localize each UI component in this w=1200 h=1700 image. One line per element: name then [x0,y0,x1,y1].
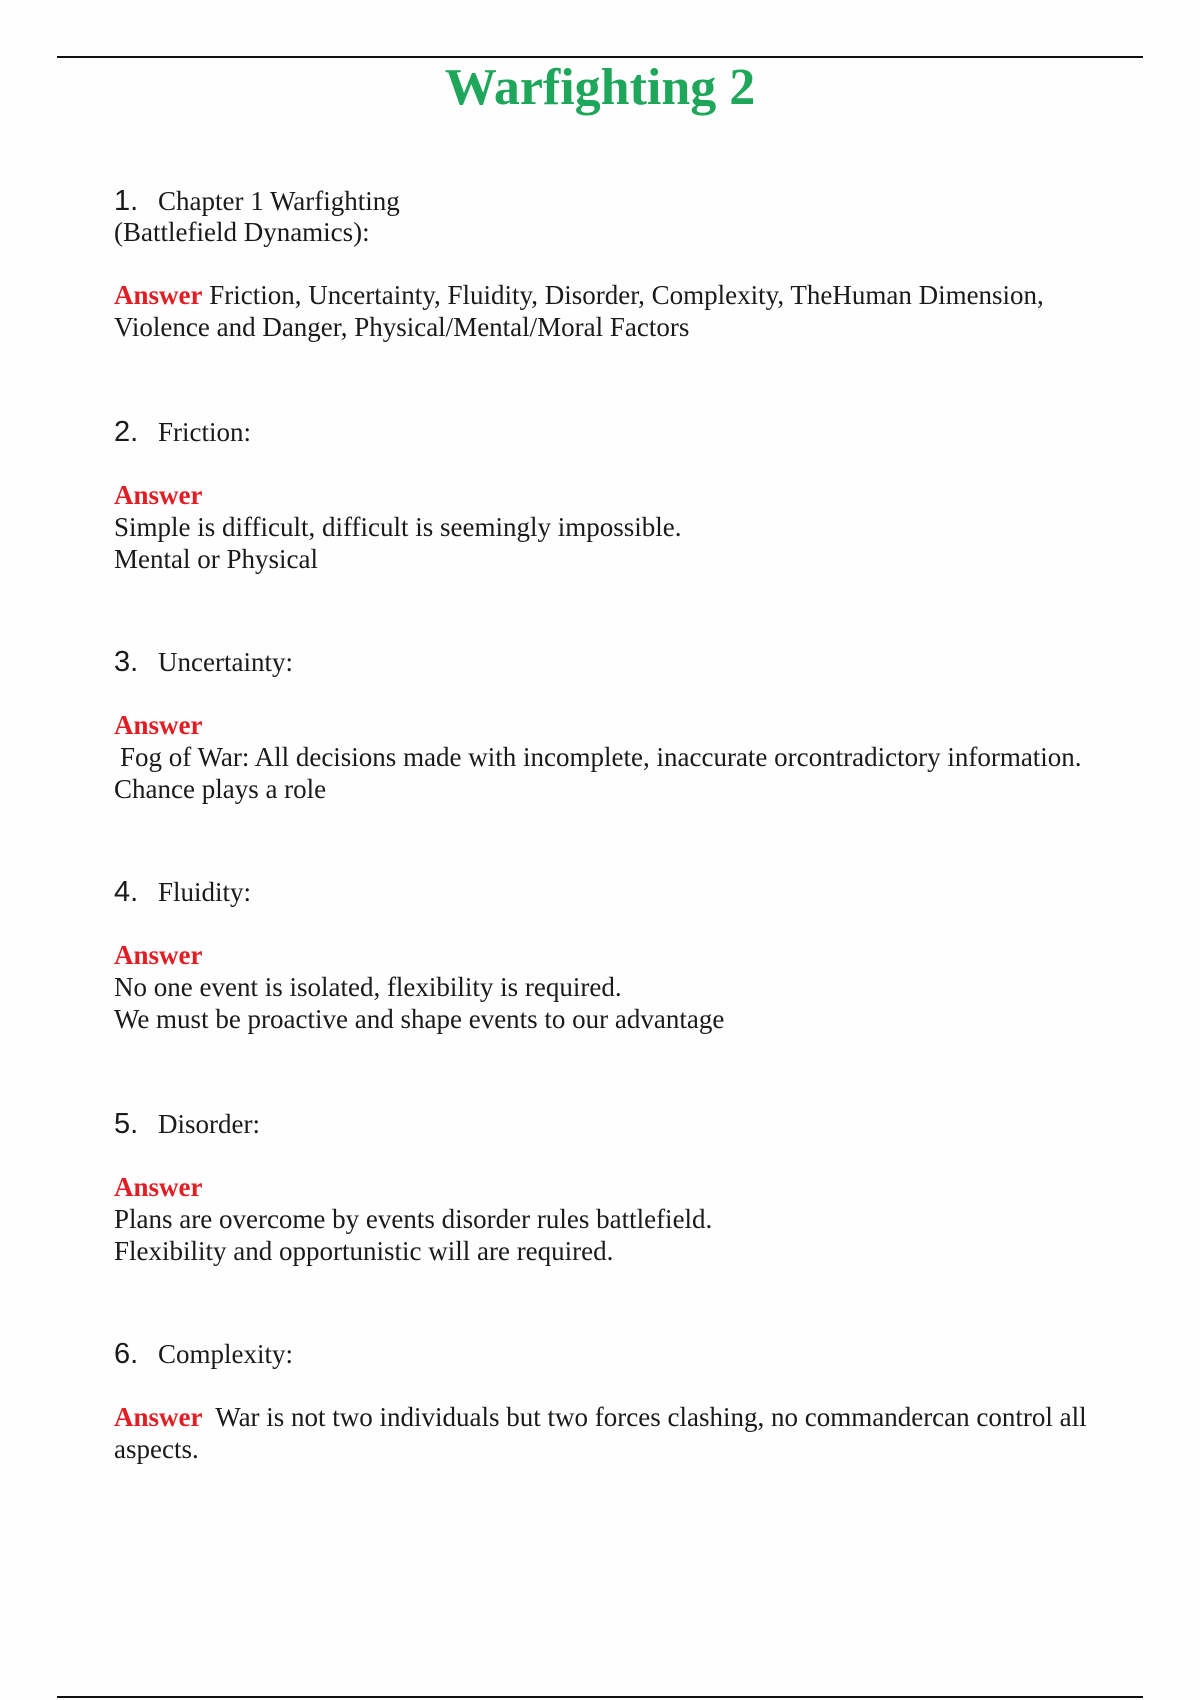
question-text-line-2: (Battlefield Dynamics): [114,217,370,247]
question-text: Fluidity: [158,877,252,907]
question [114,417,1134,448]
bottom-rule [57,1696,1143,1698]
qa-item-5 [114,1109,1134,1267]
answer-label: Answer [114,480,203,510]
question-number: 5. [114,1108,139,1140]
answer-label: Answer [114,1172,203,1202]
answer-text-line-2: Violence and Danger, Physical/Mental/Moral Factors [114,312,690,342]
answer-text-line-2: We must be proactive and shape events to our advantage [114,1004,725,1034]
question [114,647,1134,678]
qa-item-4 [114,877,1134,1035]
qa-item-1 [114,186,1134,343]
qa-item-3 [114,647,1134,805]
answer-label: Answer [114,280,203,310]
question [114,186,1134,248]
answer [114,939,1134,1035]
answer-text: War is not two individuals but two forces clashing, no commandercan control all [215,1402,1087,1432]
answer-text-line-2: aspects. [114,1434,199,1464]
question-text: Chapter 1 Warfighting [158,186,400,216]
answer-text: No one event is isolated, flexibility is required. [114,972,622,1002]
answer-text-line-2: Mental or Physical [114,544,318,574]
question [114,877,1134,908]
answer-text: Fog of War: All decisions made with incomplete, inaccurate orcontradictory information. [120,742,1082,772]
answer-text: Plans are overcome by events disorder rules battlefield. [114,1204,713,1234]
question-text: Complexity: [158,1339,293,1369]
answer-label: Answer [114,940,203,970]
page-title: Warfighting 2 [444,59,756,116]
question-number: 2. [114,416,139,448]
answer-text: Simple is difficult, difficult is seemingly impossible. [114,512,682,542]
question-number: 1. [114,185,139,217]
answer [114,709,1134,805]
question-number: 3. [114,646,139,678]
answer-label: Answer [114,710,203,740]
answer-text: Friction, Uncertainty, Fluidity, Disorder, Complexity, TheHuman Dimension, [209,280,1044,310]
answer [114,1171,1134,1267]
answer-text-line-2: Flexibility and opportunistic will are required. [114,1236,614,1266]
question-number: 4. [114,876,139,908]
qa-item-6 [114,1339,1134,1465]
qa-item-2 [114,417,1134,575]
answer [114,279,1134,343]
answer-label: Answer [114,1402,203,1432]
question-text: Friction: [158,417,251,447]
answer [114,479,1134,575]
question-number: 6. [114,1338,139,1370]
answer-text-line-2: Chance plays a role [114,774,327,804]
question-text: Uncertainty: [158,647,293,677]
question-text: Disorder: [158,1109,260,1139]
question [114,1339,1134,1370]
answer [114,1401,1134,1465]
question [114,1109,1134,1140]
